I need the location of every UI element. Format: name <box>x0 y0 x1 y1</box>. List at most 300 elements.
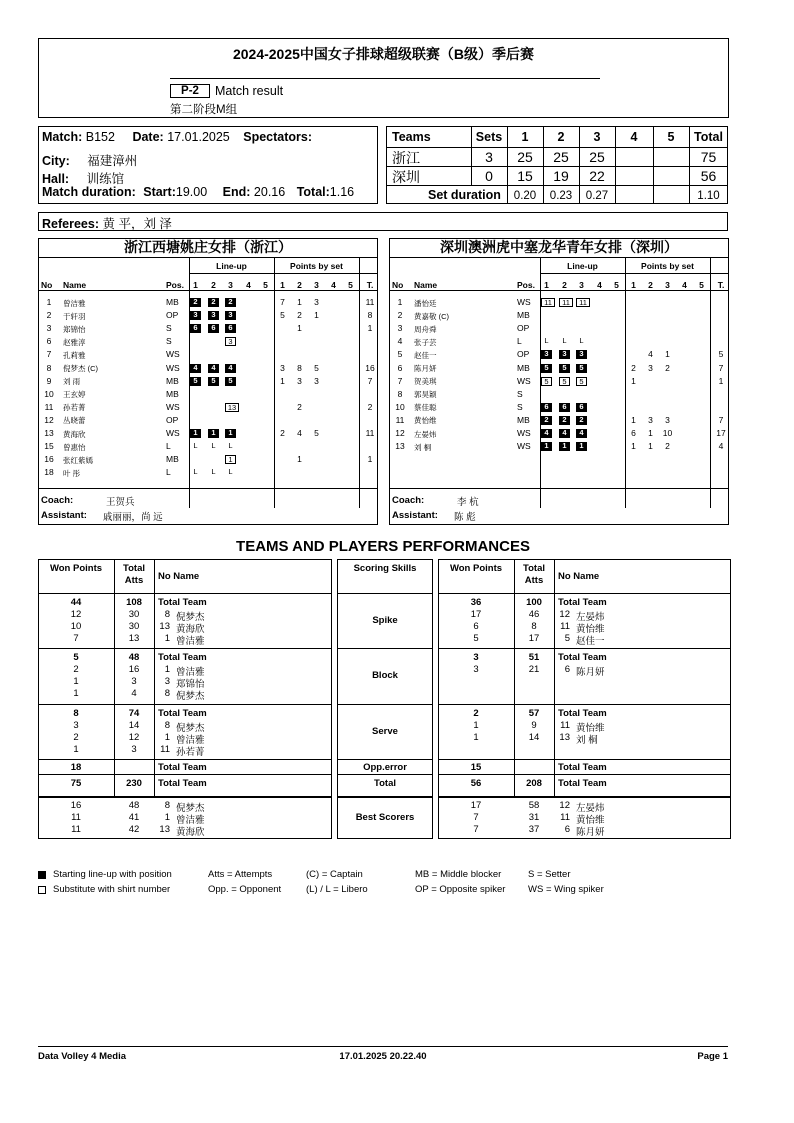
legend-s: S = Setter <box>528 869 571 880</box>
player-position: MB <box>166 388 179 399</box>
score-header-total: Total <box>694 130 723 144</box>
lineup-cell: L <box>579 336 584 346</box>
best-name: 曾洁雅 <box>176 815 205 826</box>
best-no: 6 <box>564 824 570 835</box>
player-name: 黄海欣 <box>176 624 205 635</box>
player-position: WS <box>517 375 531 386</box>
best-won: 17 <box>470 800 482 811</box>
best-no: 12 <box>559 800 570 811</box>
player-name: 刘 桐 <box>576 735 598 746</box>
opp-error-label: Opp.error <box>363 762 407 773</box>
total-team-label: Total Team <box>558 652 607 663</box>
total-won-a: 75 <box>70 778 82 789</box>
team-won: 36 <box>470 597 482 608</box>
lineup-cell: 2 <box>225 298 236 307</box>
player-total: 5 <box>718 349 724 360</box>
skill-label: Serve <box>372 726 398 737</box>
lineup-cell: 4 <box>541 429 552 438</box>
score-a-s3: 25 <box>589 149 605 165</box>
player-won: 2 <box>73 664 79 675</box>
player-name: 郑锦怡 <box>176 679 205 690</box>
match-info <box>42 130 376 202</box>
header-divider <box>170 78 600 79</box>
score-team-a: 浙江 <box>392 150 420 166</box>
player-name: 曾惠怡 <box>63 442 86 452</box>
player-number: 4 <box>397 336 403 347</box>
player-position: OP <box>517 323 530 334</box>
player-total: 11 <box>365 297 375 307</box>
set-points: 5 <box>314 428 319 438</box>
perf-row-line <box>337 593 433 594</box>
scoring-skills-header: Scoring Skills <box>353 563 417 574</box>
lineup-header: Line-up <box>216 261 247 271</box>
lineup-cell: 5 <box>559 364 570 373</box>
set-points: 1 <box>631 375 636 386</box>
points-set-header: 4 <box>682 280 687 290</box>
player-number: 12 <box>44 414 54 425</box>
score-header-sets: Sets <box>475 130 503 144</box>
player-won: 7 <box>73 633 79 644</box>
lineup-cell: 5 <box>190 377 201 386</box>
legend-ws: WS = Wing spiker <box>528 884 604 895</box>
set-points: 1 <box>297 454 302 465</box>
coach-line <box>389 488 729 489</box>
set-points: 1 <box>631 414 636 425</box>
player-position: WS <box>517 441 531 452</box>
lineup-cell: 3 <box>225 337 236 346</box>
player-name: 倪梦杰 <box>176 612 205 623</box>
player-won: 3 <box>73 720 79 731</box>
player-name: 郑锦怡 <box>63 324 86 334</box>
player-won: 1 <box>73 744 79 755</box>
lineup-set-header: 5 <box>263 280 268 290</box>
player-position: MB <box>517 310 530 321</box>
total-atts-header: Total Atts <box>123 563 145 586</box>
referees-names: 黄 平，刘 泽 <box>102 217 172 231</box>
player-atts: 9 <box>531 720 537 731</box>
won-points-header: Won Points <box>49 563 103 574</box>
set-points: 10 <box>662 428 673 438</box>
set-points: 4 <box>297 428 302 438</box>
set-points: 2 <box>297 310 302 321</box>
footer-timestamp: 17.01.2025 20.22.40 <box>339 1051 427 1062</box>
player-position: S <box>166 323 172 334</box>
player-won: 1 <box>473 732 479 743</box>
score-a-s1: 25 <box>517 149 533 165</box>
footer-left: Data Volley 4 Media <box>38 1051 126 1062</box>
lineup-cell: 6 <box>190 324 201 333</box>
team-atts: 51 <box>528 652 540 663</box>
team-atts: 108 <box>126 597 142 608</box>
lineup-cell: 6 <box>576 403 587 412</box>
player-number: 2 <box>397 310 403 321</box>
footer-divider <box>38 1046 728 1047</box>
lineup-set-header: 3 <box>579 280 584 290</box>
perf-row-line <box>337 704 433 705</box>
player-total: 8 <box>367 310 373 321</box>
legend-captain: (C) = Captain <box>306 869 363 880</box>
player-atts: 3 <box>131 744 137 755</box>
player-total: 11 <box>365 428 375 438</box>
lineup-cell: L <box>193 441 198 451</box>
score-b-sets: 0 <box>485 168 493 184</box>
city: 福建漳州 <box>87 154 138 168</box>
legend-libero: (L) / L = Libero <box>306 884 368 895</box>
player-name: 倪梦杰 <box>176 723 205 734</box>
team-atts: 100 <box>526 597 542 608</box>
total-team-label: Total Team <box>158 762 207 773</box>
player-name: 曾洁雅 <box>63 298 86 308</box>
player-name: 曾洁雅 <box>176 667 205 678</box>
total-team-label: Total Team <box>158 708 207 719</box>
player-won: 3 <box>473 664 479 675</box>
player-name: 赵佳一 <box>414 350 437 360</box>
starting-lineup-swatch <box>38 871 46 879</box>
best-name: 陈月妍 <box>576 827 605 838</box>
lineup-cell: 5 <box>576 377 587 386</box>
points-set-header: 2 <box>297 280 302 290</box>
player-won: 1 <box>73 688 79 699</box>
lineup-cell: 2 <box>190 298 201 307</box>
lineup-cell: 11 <box>576 298 590 307</box>
player-name: 赵佳一 <box>576 636 605 647</box>
team-won: 3 <box>473 652 479 663</box>
player-name: 孔莉雅 <box>63 350 86 360</box>
player-no: 1 <box>164 732 170 743</box>
player-no: 11 <box>560 621 570 632</box>
player-name: 刘 雨 <box>63 377 81 387</box>
lineup-cell: 13 <box>225 403 239 412</box>
total-duration: 1.10 <box>697 190 720 202</box>
player-atts: 12 <box>128 732 140 743</box>
lineup-cell: 3 <box>541 350 552 359</box>
legend-atts: Atts = Attempts <box>208 869 273 880</box>
player-number: 2 <box>46 310 52 321</box>
match-label: Match: <box>42 130 83 144</box>
hall: 训练馆 <box>86 172 125 186</box>
set-points: 1 <box>665 349 670 360</box>
assistant-name: 戚丽丽，尚 远 <box>103 512 163 523</box>
team-won: 44 <box>70 597 82 608</box>
player-number: 9 <box>46 375 52 386</box>
best-no: 13 <box>159 824 170 835</box>
report-code: P-2 <box>170 84 210 98</box>
lineup-set-header: 5 <box>614 280 619 290</box>
player-no: 8 <box>164 720 170 731</box>
set2-duration: 0.23 <box>549 190 573 202</box>
player-won: 1 <box>73 676 79 687</box>
legend-mb: MB = Middle blocker <box>415 869 502 880</box>
total-team-label: Total Team <box>558 597 607 608</box>
perf-row-line <box>438 774 731 775</box>
player-won: 2 <box>73 732 79 743</box>
team-atts: 74 <box>128 708 140 719</box>
total-label: Total: <box>296 185 330 199</box>
player-atts: 4 <box>131 688 137 699</box>
best-name: 左晏炜 <box>576 803 605 814</box>
referees-label: Referees: <box>42 217 99 231</box>
lineup-cell: 5 <box>559 377 570 386</box>
player-name: 刘 桐 <box>414 442 432 452</box>
best-no: 1 <box>164 812 170 823</box>
perf-row-line <box>337 759 433 760</box>
player-position: WS <box>517 428 531 438</box>
perf-row-line <box>38 593 332 594</box>
name-header: Name <box>63 280 87 290</box>
player-name: 孙若菁 <box>63 403 86 413</box>
no-header: No <box>41 280 53 290</box>
player-no: 13 <box>559 732 570 743</box>
points-set-header: 1 <box>631 280 636 290</box>
best-won: 16 <box>70 800 82 811</box>
player-total: 7 <box>718 414 724 425</box>
player-no: 5 <box>564 633 570 644</box>
player-won: 5 <box>473 633 479 644</box>
points-set-header: 5 <box>699 280 704 290</box>
duration-label: Match duration: <box>42 185 136 199</box>
score-a-sets: 3 <box>485 149 493 165</box>
player-name: 黄怡维 <box>576 723 605 734</box>
best-scorers-label: Best Scorers <box>355 812 415 823</box>
player-number: 15 <box>44 441 54 452</box>
player-atts: 30 <box>128 609 140 620</box>
player-atts: 14 <box>528 732 540 743</box>
pos-header: Pos. <box>517 280 535 290</box>
player-position: OP <box>166 310 179 321</box>
player-name: 黄怡维 <box>414 416 437 426</box>
player-name: 周舟舜 <box>414 324 437 334</box>
coach-name: 王贺兵 <box>106 497 135 508</box>
total-team-label: Total Team <box>158 778 207 789</box>
points-set-header: 1 <box>280 280 285 290</box>
points-set-header: 4 <box>331 280 336 290</box>
report-subtitle: Match result <box>215 84 284 98</box>
player-number: 11 <box>395 414 405 425</box>
perf-row-line <box>38 759 332 760</box>
set-points: 7 <box>280 297 285 307</box>
legend-starting: Starting line-up with position <box>53 869 172 880</box>
player-number: 10 <box>44 388 54 399</box>
player-name: 张子芸 <box>414 337 437 347</box>
perf-col-line <box>554 559 555 797</box>
team-won: 5 <box>73 652 79 663</box>
points-set-header: 2 <box>648 280 653 290</box>
lineup-set-header: 2 <box>562 280 567 290</box>
player-name: 左晏炜 <box>414 429 437 439</box>
player-atts: 21 <box>528 664 540 675</box>
points-header: Points by set <box>290 261 343 271</box>
player-position: WS <box>166 428 180 438</box>
player-name: 蔡佳聪 <box>414 403 437 413</box>
referees <box>42 214 172 232</box>
lineup-header: Line-up <box>567 261 598 271</box>
date-label: Date: <box>132 130 164 144</box>
player-position: WS <box>166 349 180 360</box>
player-total: 7 <box>367 375 373 386</box>
player-number: 6 <box>397 362 403 373</box>
perf-row-line <box>337 648 433 649</box>
no-name-header: No Name <box>158 571 200 582</box>
player-name: 潘怡廷 <box>414 298 437 308</box>
best-won: 11 <box>71 812 81 823</box>
player-name: 张红紫嫣 <box>63 455 93 465</box>
set-points: 2 <box>280 428 285 438</box>
player-total: 16 <box>365 362 375 373</box>
hall-label: Hall: <box>42 172 70 186</box>
lineup-cell: 2 <box>559 416 570 425</box>
player-number: 3 <box>397 323 403 334</box>
perf-row-line <box>337 774 433 775</box>
player-position: S <box>517 388 523 399</box>
player-atts: 14 <box>128 720 140 731</box>
perf-row-line <box>438 759 731 760</box>
end-label: End: <box>222 185 251 199</box>
perf-row-line <box>438 704 731 705</box>
total-label: Total <box>374 778 396 789</box>
player-number: 16 <box>44 454 54 465</box>
subheader-line <box>189 273 378 274</box>
best-atts: 42 <box>128 824 140 835</box>
lineup-cell: 3 <box>576 350 587 359</box>
player-no: 12 <box>559 609 570 620</box>
set-points: 1 <box>297 323 302 334</box>
lineup-cell: 5 <box>541 377 552 386</box>
lineup-cell: 1 <box>208 429 219 438</box>
player-atts: 3 <box>131 676 137 687</box>
set-points: 8 <box>297 362 302 373</box>
team-won: 2 <box>473 708 479 719</box>
player-name: 赵雅淳 <box>63 337 86 347</box>
player-position: MB <box>517 362 530 373</box>
score-b-s2: 19 <box>553 168 569 184</box>
score-b-total: 56 <box>700 168 717 184</box>
player-won: 1 <box>473 720 479 731</box>
best-atts: 31 <box>528 812 540 823</box>
set-points: 3 <box>297 375 302 386</box>
set-points: 3 <box>280 362 285 373</box>
player-no: 13 <box>159 621 170 632</box>
player-number: 11 <box>44 401 54 412</box>
set-points: 3 <box>648 362 653 373</box>
score-grid <box>386 126 728 204</box>
lineup-cell: 6 <box>541 403 552 412</box>
player-no: 1 <box>164 664 170 675</box>
player-number: 7 <box>46 349 52 360</box>
assistant-label: Assistant: <box>392 510 438 521</box>
lineup-cell: 1 <box>541 442 552 451</box>
points-set-header: 3 <box>665 280 670 290</box>
points-set-header: 3 <box>314 280 319 290</box>
player-number: 3 <box>46 323 52 334</box>
start-time: 19.00 <box>175 185 208 199</box>
opp-error-b: 15 <box>470 762 482 773</box>
player-name: 陈月妍 <box>576 667 605 678</box>
no-name-header: No Name <box>558 571 600 582</box>
set-points: 1 <box>648 441 653 452</box>
header-line <box>389 290 729 291</box>
player-name: 孙若菁 <box>176 747 205 758</box>
lineup-cell: 5 <box>576 364 587 373</box>
set-points: 2 <box>297 401 302 412</box>
end-time: 20.16 <box>253 185 286 199</box>
assistant-name: 陈 彪 <box>454 512 476 523</box>
player-position: L <box>166 467 171 478</box>
page-title: 2024-2025中国女子排球超级联赛（B级）季后赛 <box>232 46 535 62</box>
player-number: 18 <box>44 467 54 478</box>
best-won: 7 <box>473 812 479 823</box>
perf-col-line <box>514 559 515 797</box>
won-points-header: Won Points <box>449 563 503 574</box>
subheader-line <box>540 273 729 274</box>
player-name: 王玄婷 <box>63 390 86 400</box>
lineup-set-header: 1 <box>193 280 198 290</box>
coach-line <box>38 488 378 489</box>
set3-duration: 0.27 <box>585 190 609 202</box>
legend-op: OP = Opposite spiker <box>415 884 506 895</box>
skill-label: Spike <box>372 614 398 626</box>
team-name: 深圳澳洲虎中塞龙华青年女排（深圳） <box>389 238 729 258</box>
header-line <box>38 290 378 291</box>
no-header: No <box>392 280 404 290</box>
perf-row-line <box>38 774 332 775</box>
score-header-set2: 2 <box>557 130 565 144</box>
lineup-cell: 6 <box>559 403 570 412</box>
lineup-cell: L <box>228 441 233 451</box>
coach-label: Coach: <box>392 495 425 506</box>
lineup-cell: 1 <box>559 442 570 451</box>
lineup-cell: L <box>211 441 216 451</box>
player-name: 陈月妍 <box>414 364 437 373</box>
player-number: 7 <box>397 375 403 386</box>
player-no: 1 <box>164 633 170 644</box>
player-atts: 46 <box>528 609 540 620</box>
player-total: 7 <box>718 362 724 373</box>
team-won: 8 <box>73 708 79 719</box>
substitute-swatch <box>38 886 46 894</box>
total-team-label: Total Team <box>158 597 207 608</box>
score-header-teams: Teams <box>392 130 431 144</box>
player-number: 13 <box>395 441 405 452</box>
coach-name: 李 杭 <box>457 497 479 508</box>
set-points: 6 <box>631 428 636 438</box>
lineup-cell: 1 <box>225 455 236 464</box>
lineup-set-header: 4 <box>246 280 251 290</box>
lineup-cell: 1 <box>576 442 587 451</box>
legend-opp: Opp. = Opponent <box>208 884 282 895</box>
player-position: WS <box>166 362 180 373</box>
set-points: 1 <box>648 428 653 438</box>
lineup-set-header: 2 <box>211 280 216 290</box>
name-header: Name <box>414 280 438 290</box>
lineup-cell: 11 <box>559 298 573 307</box>
lineup-cell: 4 <box>576 429 587 438</box>
player-name: 倪梦杰 <box>176 691 205 702</box>
total-team-label: Total Team <box>558 778 607 789</box>
player-number: 10 <box>395 401 405 412</box>
player-no: 11 <box>160 744 170 755</box>
performances-title: TEAMS AND PLAYERS PERFORMANCES <box>236 538 530 555</box>
player-number: 12 <box>395 428 405 438</box>
perf-row-line <box>38 704 332 705</box>
lineup-cell: 5 <box>541 364 552 373</box>
player-position: WS <box>517 297 531 307</box>
player-total: 4 <box>718 441 724 452</box>
score-header-set3: 3 <box>593 130 601 144</box>
team-atts: 57 <box>528 708 540 719</box>
set-points: 2 <box>665 362 670 373</box>
player-won: 12 <box>70 609 82 620</box>
lineup-cell: 4 <box>190 364 201 373</box>
